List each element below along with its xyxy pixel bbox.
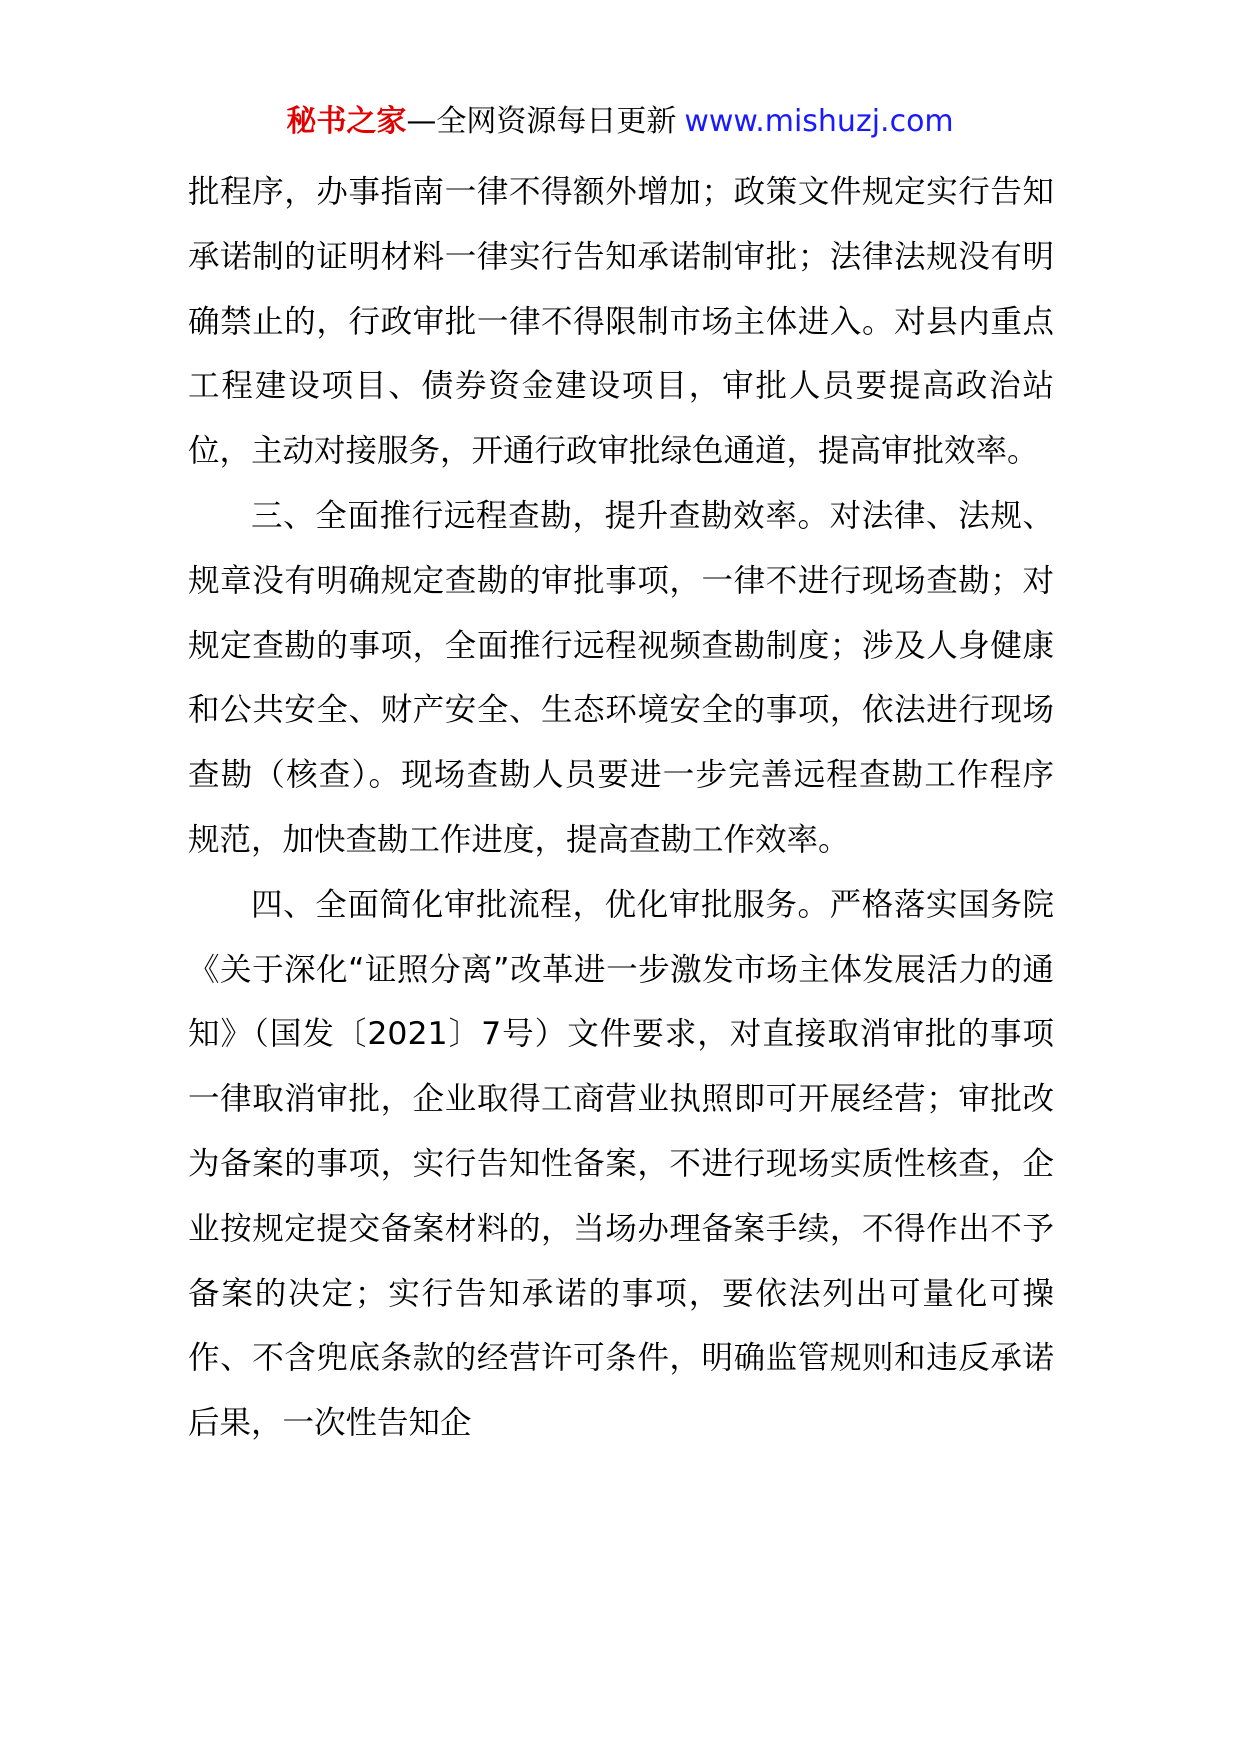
header-tagline: —全网资源每日更新 xyxy=(406,104,677,139)
paragraph-section-four: 四、全面简化审批流程，优化审批服务。严格落实国务院《关于深化“证照分离”改革进一步激发市场主体发展活力的通知》（国发〔2021〕7号）文件要求，对直接取消审批的事项一律取消审批，企业取得工商营业执照即可开展经营；审批改为备案的事项，实行告知性备案，不进行现场实质性核查，企业按规定提交备案材料的，当场办理备案手续，不得作出不予备案的决定；实行告知承诺的事项，要依法列出可量化可操作、不含兜底条款的经营许可条件，明确监管规则和违反承诺后果，一次性告知企 xyxy=(188,886,1054,1442)
brand-name: 秘书之家 xyxy=(286,104,407,139)
document-body xyxy=(188,160,1054,1456)
paragraph-section-three: 三、全面推行远程查勘，提升查勘效率。对法律、法规、规章没有明确规定查勘的审批事项，一律不进行现场查勘；对规定查勘的事项，全面推行远程视频查勘制度；涉及人身健康和公共安全、财产安全、生态环境安全的事项，依法进行现场查勘（核查）。现场查勘人员要进一步完善远程查勘工作程序规范，加快查勘工作进度，提高查勘工作效率。 xyxy=(188,497,1054,858)
page-header xyxy=(0,102,1240,142)
paragraph-continuation: 批程序，办事指南一律不得额外增加；政策文件规定实行告知承诺制的证明材料一律实行告知承诺制审批；法律法规没有明确禁止的，行政审批一律不得限制市场主体进入。对县内重点工程建设项目、债券资金建设项目，审批人员要提高政治站位，主动对接服务，开通行政审批绿色通道，提高审批效率。 xyxy=(188,174,1054,470)
site-url-link[interactable]: www.mishuzj.com xyxy=(684,104,954,139)
